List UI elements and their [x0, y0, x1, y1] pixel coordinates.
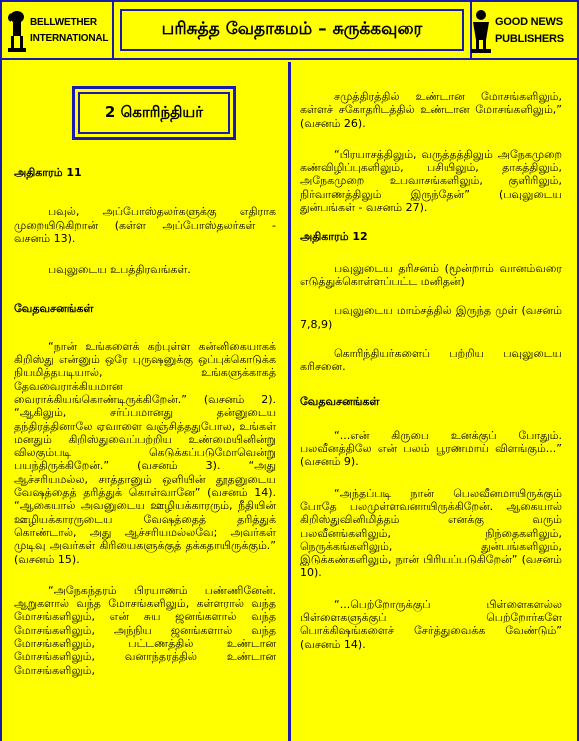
- header-bar: [0, 0, 579, 60]
- herald-icon: [469, 8, 493, 54]
- right-column: [300, 66, 562, 651]
- summary-paragraph: பவுலுடைய உபத்திரவங்கள்.: [48, 263, 191, 277]
- verse-paragraph: “அந்தப்படி நான் பெலவீனமாயிருக்கும் போதே பலமுள்ளவனாயிருக்கிறேன். ஆகையால் கிறிஸ்துவினிமித்தம் எனக்கு வரும் பலவீனங்களிலும், நிந்தைகளிலும், நெருக்கங்களிலும், துன்பங்களிலும், இடுக்கண்களிலும், நான் பிரியப்படுகிறேன்” (வசனம் 10).: [300, 486, 562, 580]
- verse-paragraph: சமுத்திரத்தில் உண்டான மோசங்களிலும், கள்ளச் சகோதரிடத்தில் உண்டான மோசங்களிலும்,” (வசனம் 26).: [300, 90, 562, 130]
- ram-icon: [6, 8, 28, 54]
- verse-paragraph: “...என் கிருபை உனக்குப் போதும். பலவீனத்திலே என் பலம் பூரணமாய் விளங்கும்...” (வசனம் 9).: [300, 428, 562, 469]
- logo-left-line2: INTERNATIONAL: [30, 33, 109, 44]
- summary-paragraph: கொரிந்தியர்களைப் பற்றிய பவுலுடைய கரிசனை.: [300, 346, 562, 374]
- verses-heading: வேதவசனங்கள்: [300, 395, 380, 409]
- verse-paragraph: “...பெற்றோருக்குப் பிள்ளைகளல்ல பிள்ளைகளுக்குப் பெற்றோர்களே பொக்கிஷங்களைச் சேர்த்துவைக்க வேண்டும்” (வசனம் 14).: [300, 597, 562, 651]
- summary-paragraph: பவுலுடைய மாம்சத்தில் இருந்த முள் (வசனம் 7,8,9): [300, 304, 562, 331]
- chapter-heading: அதிகாரம் 12: [300, 230, 368, 244]
- page-title: பரிசுத்த வேதாகமம் – சுருக்கவுரை: [120, 9, 464, 51]
- summary-paragraph: பவுலுடைய தரிசனம் (மூன்றாம் வானம்வரை எடுத்துக்கொள்ளப்பட்ட மனிதன்): [300, 261, 562, 288]
- verse-paragraph: “அநேகந்தரம் பிரயாணம் பண்ணினேன். ஆறுகளால் வந்த மோசங்களிலும், கள்ளரால் வந்த மோசங்களிலும், என் சுய ஜனங்களால் வந்த மோசங்களிலும், அந்நிய ஜனங்களால் வந்த மோசங்களிலும், பட்டணத்தில் உண்டான மோசங்களிலும், வனாந்தரத்தில் உண்டான மோசங்களிலும்,: [14, 583, 276, 677]
- column-divider: [288, 62, 291, 741]
- summary-paragraph: பவுல், அப்போஸ்தலர்களுக்கு எதிராக முறையிடுகிறான் (கள்ள அப்போஸ்தலர்கள் - வசனம் 13).: [14, 205, 276, 245]
- bellwether-logo: [6, 5, 109, 57]
- verse-paragraph: “பிரயாசத்திலும், வருத்தத்திலும் அநேகமுறை கண்விழிப்புகளிலும், பசியிலும், தாகத்திலும், அநேகமுறை உபவாசங்களிலும், குளிரிலும், நிர்வாணத்திலும் இருந்தேன்” (பவுலுடைய துன்பங்கள் - வசனம் 27).: [300, 147, 562, 215]
- verse-paragraph: “நான் உங்களைக் கற்புள்ள கன்னிகையாகக் கிறிஸ்து என்னும் ஒரே புருஷனுக்கு ஒப்புக்கொடுக்க நியமித்தபடியால், உங்களுக்காகத் தேவவைராக்கியமான வைராக்கியங்கொண்டிருக்கிறேன்.” (வசனம் 2). “ஆகிலும், சர்ப்பமானது தன்னுடைய தந்திரத்தினாலே ஏவாளை வஞ்சித்ததுபோல, உங்கள் மனதும் கிறிஸ்துவைப்பற்றிய உண்மையினின்று விலகும்படி கெடுக்கப்படுமோவென்று பயந்திருக்கிறேன்.” (வசனம் 3). “அது ஆச்சரியமல்ல, சாத்தானும் ஒளியின் தூதனுடைய வேஷத்தைத் தரித்துக் கொள்வானே” (வசனம் 14). “ஆகையால் அவனுடைய ஊழியக்காரரும், நீதியின் ஊழியக்காரருடைய வேஷத்தைத் தரித்துக் கொண்டால், அது ஆச்சரியமல்லவே; அவர்கள் முடிவு அவர்கள் கிரியைகளுக்குத் தக்கதாயிருக்கும்.” (வசனம் 15).: [14, 339, 276, 566]
- logo-left-line1: BELLWETHER: [30, 17, 97, 28]
- chapter-heading: அதிகாரம் 11: [14, 166, 82, 179]
- verses-heading: வேதவசனங்கள்: [14, 302, 94, 316]
- logo-right-line2: PUBLISHERS: [495, 33, 564, 45]
- good-news-logo: [469, 5, 573, 57]
- book-title: 2 கொரிந்தியர்: [72, 86, 236, 140]
- header-divider-left: [112, 2, 114, 58]
- logo-right-line1: GOOD NEWS: [495, 16, 563, 28]
- left-column: [14, 66, 276, 677]
